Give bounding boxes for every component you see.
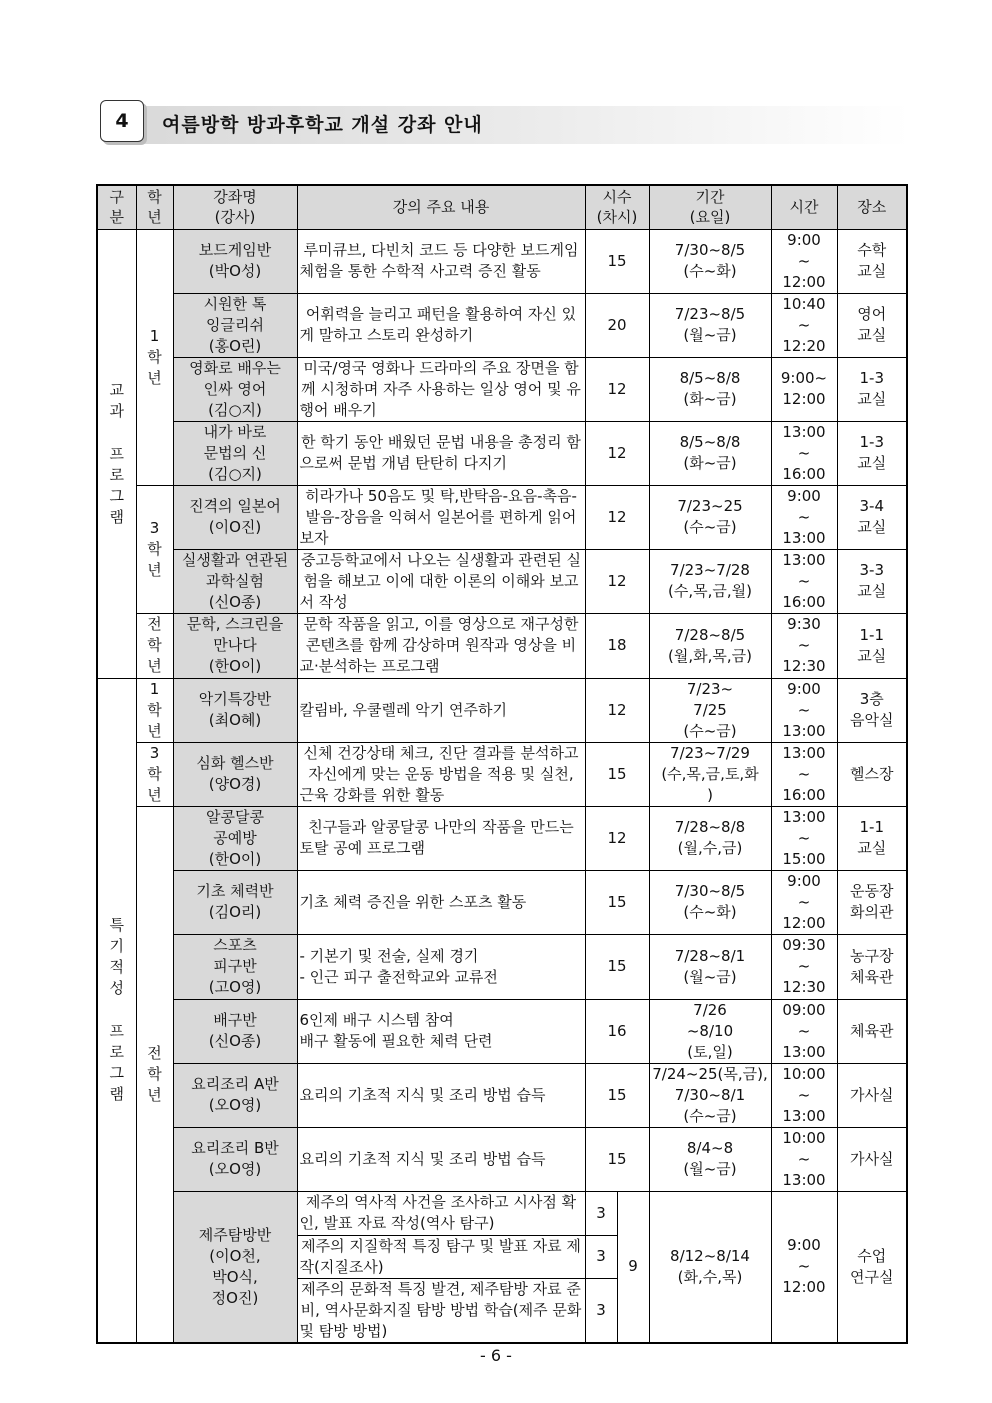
course-content: 신체 건강상태 체크, 진단 결과를 분석하고 자신에게 맞는 운동 방법을 적용 및 실천, 근육 강화를 위한 활동	[297, 742, 585, 806]
header-category: 구 분	[97, 185, 136, 229]
course-hours: 15	[585, 870, 649, 934]
course-hours: 12	[585, 678, 649, 742]
course-time: 10:40 ~ 12:20	[771, 293, 837, 357]
header-course: 강좌명 (강사)	[173, 185, 297, 229]
course-hours: 15	[585, 229, 649, 293]
course-hours: 16	[585, 999, 649, 1063]
course-content: 루미큐브, 다빈치 코드 등 다양한 보드게임 체험을 통한 수학적 사고력 증진 활동	[297, 229, 585, 293]
course-place: 수학 교실	[837, 229, 907, 293]
course-content: 제주의 역사적 사건을 조사하고 시사점 확인, 발표 자료 작성(역사 탐구)	[297, 1191, 585, 1235]
course-sub-hours: 3	[585, 1278, 617, 1343]
course-time: 9:00 ~ 12:00	[771, 870, 837, 934]
course-period: 7/23~ 7/25 (수~금)	[649, 678, 771, 742]
table-row	[97, 1191, 907, 1235]
table-row	[97, 806, 907, 870]
course-name: 내가 바로 문법의 신 (김○지)	[173, 421, 297, 485]
header-grade: 학 년	[136, 185, 173, 229]
course-hours: 12	[585, 549, 649, 613]
grade-3-aptitude: 3 학 년	[136, 742, 173, 806]
course-place: 1-1 교실	[837, 806, 907, 870]
grade-1-subject: 1 학 년	[136, 229, 173, 485]
course-name: 보드게임반 (박O성)	[173, 229, 297, 293]
course-name: 실생활과 연관된 과학실험 (신O종)	[173, 549, 297, 613]
grade-all-subject: 전 학 년	[136, 613, 173, 678]
course-name: 요리조리 B반 (오O영)	[173, 1127, 297, 1191]
page-number: - 6 -	[480, 1346, 512, 1365]
course-name: 제주탐방반 (이O천, 박O식, 정O진)	[173, 1191, 297, 1343]
header-place: 장소	[837, 185, 907, 229]
table-row	[97, 870, 907, 934]
course-period: 7/30~8/5 (수~화)	[649, 870, 771, 934]
course-place: 가사실	[837, 1063, 907, 1127]
course-period: 7/26 ~8/10 (토,일)	[649, 999, 771, 1063]
course-time: 9:00 ~ 12:00	[771, 229, 837, 293]
course-period: 8/12~8/14 (화,수,목)	[649, 1191, 771, 1343]
category-subject: 교 과 프 로 그 램	[97, 229, 136, 678]
course-hours: 18	[585, 613, 649, 678]
section-header	[100, 100, 910, 148]
course-hours: 15	[585, 1127, 649, 1191]
course-sub-hours: 3	[585, 1235, 617, 1278]
course-name: 문학, 스크린을 만나다 (한O이)	[173, 613, 297, 678]
course-hours: 15	[585, 1063, 649, 1127]
course-place: 3-3 교실	[837, 549, 907, 613]
course-content: 히라가나 50음도 및 탁,반탁음-요음-촉음-발음-장음을 익혀서 일본어를 편하게 읽어보자	[297, 485, 585, 549]
course-sub-hours: 3	[585, 1191, 617, 1235]
course-place: 가사실	[837, 1127, 907, 1191]
course-hours: 12	[585, 806, 649, 870]
header-period: 기간 (요일)	[649, 185, 771, 229]
course-period: 7/28~8/1 (월~금)	[649, 934, 771, 999]
course-content: 요리의 기초적 지식 및 조리 방법 습득	[297, 1063, 585, 1127]
grade-1-aptitude: 1 학 년	[136, 678, 173, 742]
course-place: 운동장 화의관	[837, 870, 907, 934]
course-time: 13:00 ~ 16:00	[771, 421, 837, 485]
header-hours: 시수 (차시)	[585, 185, 649, 229]
course-table	[96, 184, 908, 1344]
table-row	[97, 357, 907, 421]
course-time: 13:00 ~ 16:00	[771, 549, 837, 613]
course-content: 제주의 지질학적 특징 탐구 및 발표 자료 제작(지질조사)	[297, 1235, 585, 1278]
course-time: 10:00 ~ 13:00	[771, 1127, 837, 1191]
course-content: 미국/영국 영화나 드라마의 주요 장면을 함께 시청하며 자주 사용하는 일상 영어 및 유행어 배우기	[297, 357, 585, 421]
course-hours: 15	[585, 742, 649, 806]
course-content: 제주의 문화적 특징 발견, 제주탐방 자료 준비, 역사문화지질 탐방 방법 학습(제주 문화 및 탐방 방법)	[297, 1278, 585, 1343]
course-name: 시원한 톡 잉글리쉬 (홍O린)	[173, 293, 297, 357]
course-period: 7/23~7/29 (수,목,금,토,화 )	[649, 742, 771, 806]
table-row	[97, 485, 907, 549]
course-place: 1-3 교실	[837, 421, 907, 485]
grade-all-aptitude: 전 학 년	[136, 806, 173, 1343]
course-place: 농구장 체육관	[837, 934, 907, 999]
course-name: 요리조리 A반 (오O영)	[173, 1063, 297, 1127]
table-row	[97, 421, 907, 485]
course-time: 9:00 ~ 12:00	[771, 1191, 837, 1343]
course-name: 진격의 일본어 (이O진)	[173, 485, 297, 549]
table-row	[97, 1127, 907, 1191]
course-period: 7/23~8/5 (월~금)	[649, 293, 771, 357]
course-period: 8/4~8 (월~금)	[649, 1127, 771, 1191]
course-hours: 9	[617, 1191, 649, 1343]
course-period: 7/23~7/28 (수,목,금,월)	[649, 549, 771, 613]
grade-3-subject: 3 학 년	[136, 485, 173, 613]
course-place: 수업 연구실	[837, 1191, 907, 1343]
course-place: 헬스장	[837, 742, 907, 806]
course-period: 7/24~25(목,금), 7/30~8/1 (수~금)	[649, 1063, 771, 1127]
course-content: 친구들과 알콩달콩 나만의 작품을 만드는 토탈 공예 프로그램	[297, 806, 585, 870]
course-time: 9:30 ~ 12:30	[771, 613, 837, 678]
course-hours: 12	[585, 485, 649, 549]
course-time: 9:00~ 12:00	[771, 357, 837, 421]
course-period: 8/5~8/8 (화~금)	[649, 357, 771, 421]
course-name: 스포츠 피구반 (고O영)	[173, 934, 297, 999]
header-time: 시간	[771, 185, 837, 229]
table-row	[97, 678, 907, 742]
table-row	[97, 293, 907, 357]
course-period: 8/5~8/8 (화~금)	[649, 421, 771, 485]
course-hours: 12	[585, 357, 649, 421]
table-header-row	[97, 185, 907, 229]
course-hours: 15	[585, 934, 649, 999]
course-place: 1-1 교실	[837, 613, 907, 678]
table-row	[97, 742, 907, 806]
header-content: 강의 주요 내용	[297, 185, 585, 229]
course-name: 영화로 배우는 인싸 영어 (김○지)	[173, 357, 297, 421]
course-hours: 20	[585, 293, 649, 357]
table-row	[97, 934, 907, 999]
course-content: 요리의 기초적 지식 및 조리 방법 습득	[297, 1127, 585, 1191]
course-time: 13:00 ~ 16:00	[771, 742, 837, 806]
course-place: 영어 교실	[837, 293, 907, 357]
course-content: 중고등학교에서 나오는 실생활과 관련된 실험을 해보고 이에 대한 이론의 이해와 보고서 작성	[297, 549, 585, 613]
table-row	[97, 613, 907, 678]
section-title: 여름방학 방과후학교 개설 강좌 안내	[162, 114, 483, 136]
course-content: 기초 체력 증진을 위한 스포츠 활동	[297, 870, 585, 934]
course-hours: 12	[585, 421, 649, 485]
course-place: 3-4 교실	[837, 485, 907, 549]
table-row	[97, 229, 907, 293]
course-place: 3층 음악실	[837, 678, 907, 742]
course-name: 배구반 (신O종)	[173, 999, 297, 1063]
section-number: 4	[100, 100, 144, 142]
course-period: 7/23~25 (수~금)	[649, 485, 771, 549]
course-name: 심화 헬스반 (양O경)	[173, 742, 297, 806]
course-content: 한 학기 동안 배웠던 문법 내용을 총정리 함으로써 문법 개념 탄탄히 다지기	[297, 421, 585, 485]
course-name: 알콩달콩 공예방 (한O이)	[173, 806, 297, 870]
course-place: 체육관	[837, 999, 907, 1063]
course-period: 7/28~8/5 (월,화,목,금)	[649, 613, 771, 678]
course-content: - 기본기 및 전술, 실제 경기 - 인근 피구 출전학교와 교류전	[297, 934, 585, 999]
course-period: 7/30~8/5 (수~화)	[649, 229, 771, 293]
table-row	[97, 999, 907, 1063]
table-row	[97, 549, 907, 613]
category-aptitude: 특 기 적 성 프 로 그 램	[97, 678, 136, 1343]
course-time: 9:00 ~ 13:00	[771, 678, 837, 742]
course-content: 문학 작품을 읽고, 이를 영상으로 재구성한 콘텐츠를 함께 감상하며 원작과 영상을 비교·분석하는 프로그램	[297, 613, 585, 678]
course-time: 09:30 ~ 12:30	[771, 934, 837, 999]
course-time: 09:00 ~ 13:00	[771, 999, 837, 1063]
course-name: 악기특강반 (최O혜)	[173, 678, 297, 742]
course-time: 10:00 ~ 13:00	[771, 1063, 837, 1127]
course-place: 1-3 교실	[837, 357, 907, 421]
course-content: 어휘력을 늘리고 패턴을 활용하여 자신 있게 말하고 스토리 완성하기	[297, 293, 585, 357]
course-time: 13:00 ~ 15:00	[771, 806, 837, 870]
course-name: 기초 체력반 (김O리)	[173, 870, 297, 934]
table-row	[97, 1063, 907, 1127]
course-time: 9:00 ~ 13:00	[771, 485, 837, 549]
course-content: 칼림바, 우쿨렐레 악기 연주하기	[297, 678, 585, 742]
course-content: 6인제 배구 시스템 참여 배구 활동에 필요한 체력 단련	[297, 999, 585, 1063]
course-period: 7/28~8/8 (월,수,금)	[649, 806, 771, 870]
